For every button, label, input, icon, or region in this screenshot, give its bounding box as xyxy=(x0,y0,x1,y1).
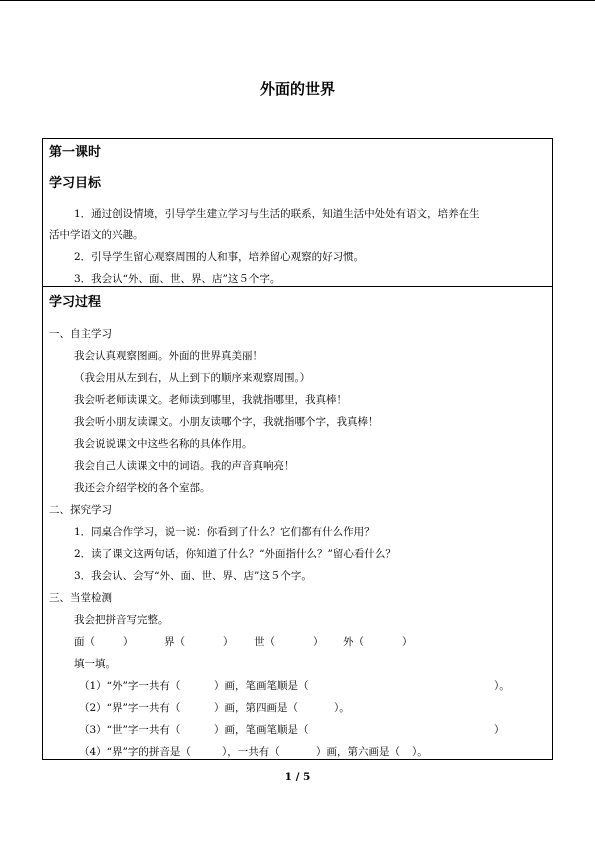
pinyin-char: 外（ xyxy=(343,636,364,648)
process-heading: 学习过程 xyxy=(49,295,102,310)
goal-line: 3．我会认“外、面、世、界、店”这５个字。 xyxy=(74,273,281,285)
pinyin-char: 面（ xyxy=(74,636,95,648)
top-rule xyxy=(0,0,595,1)
list-item: 我会听老师读课文。老师读到哪里，我就指哪里，我真棒！ xyxy=(74,394,347,406)
fill-item-part: ）画，笔画笔顺是（ xyxy=(214,724,309,736)
fill-item-part: ），一共有（ xyxy=(222,746,280,758)
pinyin-blank-close: ） xyxy=(223,636,234,648)
fill-item-part: ）。 xyxy=(334,702,350,714)
goal-line: 活中学语文的兴趣。 xyxy=(49,229,144,241)
list-item: 我会说说课文中这些名称的具体作用。 xyxy=(74,438,253,450)
fill-item-part: ）。 xyxy=(412,746,428,758)
goals-heading: 学习目标 xyxy=(49,176,102,191)
lesson-label: 第一课时 xyxy=(49,145,102,160)
list-item: 2．读了课文这两句话，你知道了什么？“外面指什么？”留心看什么？ xyxy=(74,548,396,560)
fill-item-part: （1）“外”字一共有（ xyxy=(79,680,181,692)
fill-item-part: ）画，第四画是（ xyxy=(214,702,298,714)
pinyin-blank-close: ） xyxy=(313,636,324,648)
list-item: 我会自己人读课文中的词语。我的声音真响亮！ xyxy=(74,460,295,472)
fill-item-part: ） xyxy=(494,724,505,736)
part-title: 一、自主学习 xyxy=(49,328,112,340)
part-title: 二、探究学习 xyxy=(49,504,112,516)
pinyin-blank-close: ） xyxy=(123,636,134,648)
list-item: 我会听小朋友读课文。小朋友读哪个字，我就指哪个字，我真棒！ xyxy=(74,416,379,428)
fill-item-part: ）。 xyxy=(494,680,510,692)
goal-line: 1．通过创设情境，引导学生建立学习与生活的联系，知道生活中处处有语文，培养在生 xyxy=(74,208,480,220)
goal-line: 2．引导学生留心观察周围的人和事，培养留心观察的好习惯。 xyxy=(74,251,365,263)
list-item: 1．同桌合作学习，说一说：你看到了什么？它们都有什么作用？ xyxy=(74,526,375,538)
fill-item-part: （4）“界”字的拼音是（ xyxy=(79,746,191,758)
part-title: 三、当堂检测 xyxy=(49,592,112,604)
fill-item-part: ）画，第六画是（ xyxy=(316,746,400,758)
fill-prompt: 填一填。 xyxy=(74,658,116,670)
page-title: 外面的世界 xyxy=(259,80,335,98)
list-item: 3．我会认、会写“外、面、世、界、店”这５个字。 xyxy=(74,570,312,582)
fill-item-part: ）画，笔画笔顺是（ xyxy=(214,680,309,692)
page-number: 1 / 5 xyxy=(284,771,311,783)
fill-item-part: （3）“世”字一共有（ xyxy=(79,724,181,736)
pinyin-char: 界（ xyxy=(164,636,185,648)
table-divider xyxy=(42,286,553,287)
list-item: （我会用从左到右，从上到下的顺序来观察周围。） xyxy=(74,372,311,384)
pinyin-char: 世（ xyxy=(254,636,275,648)
pinyin-prompt: 我会把拼音写完整。 xyxy=(74,614,169,626)
list-item: 我会认真观察图画。外面的世界真美丽！ xyxy=(74,350,263,362)
fill-item-part: （2）“界”字一共有（ xyxy=(79,702,181,714)
list-item: 我还会介绍学校的各个室部。 xyxy=(74,482,211,494)
pinyin-blank-close: ） xyxy=(402,636,413,648)
